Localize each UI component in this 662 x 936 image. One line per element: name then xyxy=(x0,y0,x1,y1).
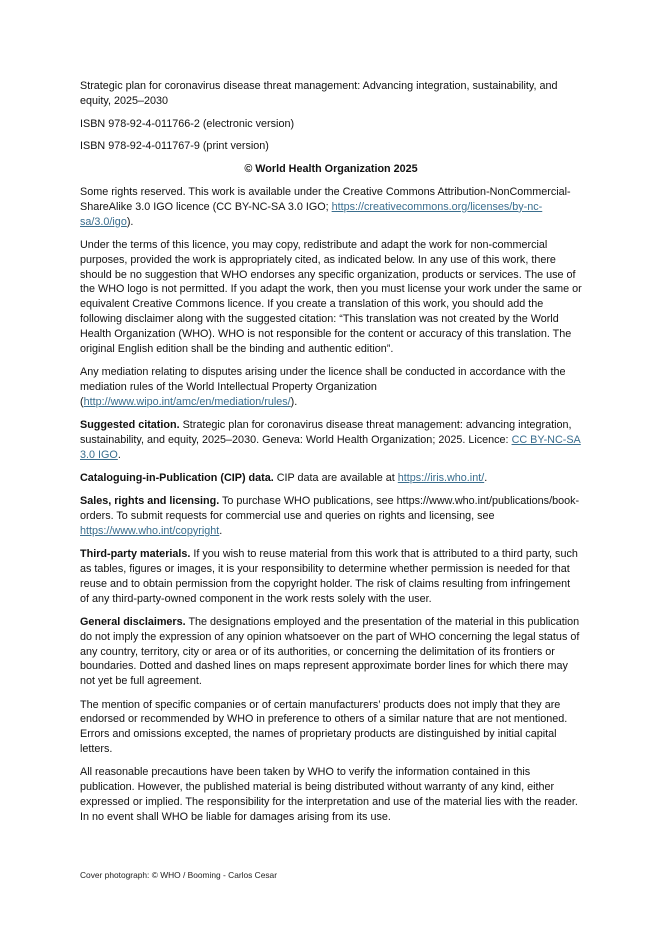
cip-text: CIP data are available at xyxy=(273,471,398,484)
cc-licence-short-link[interactable]: CC BY-NC-SA 3.0 IGO xyxy=(80,433,581,461)
isbn-electronic: ISBN 978-92-4-011766-2 (electronic version) xyxy=(80,117,295,130)
copyright-notice: © World Health Organization 2025 xyxy=(244,163,418,176)
companies-paragraph: The mention of specific companies or of certain manufacturers’ products does not imply that they are endorsed or recommended by WHO in preference to others of a similar nature that are not mentioned. Errors and omissions excepted, the names of proprietary products are distinguished by initial capital letters. xyxy=(80,698,568,756)
mediation-text: Any mediation relating to disputes arising under the licence shall be conducted in accordance with the mediation rules of the World Intellectual Property Organization ( xyxy=(80,365,566,408)
third-party-text: If you wish to reuse material from this work that is attributed to a third party, such as tables, figures or images, it is your responsibility to determine whether permission is needed for that reuse and to obtain permission from the copyright holder. The risk of claims resulting from infringement of any third-party-owned component in the work rests solely with the user. xyxy=(80,548,578,605)
sales-text: To purchase WHO publications, see https://www.who.int/publications/book-orders. To submit requests for commercial use and queries on rights and licensing, see xyxy=(80,495,580,523)
general-disclaimers-label: General disclaimers. xyxy=(80,616,186,629)
general-disclaimers-paragraph xyxy=(80,615,582,689)
citation-end: . xyxy=(117,448,121,461)
cip-label: Cataloguing-in-Publication (CIP) data. xyxy=(80,471,274,484)
rights-paragraph xyxy=(80,185,582,229)
sales-paragraph xyxy=(80,494,582,538)
mediation-end: ). xyxy=(290,395,298,408)
rights-text: Some rights reserved. This work is available under the Creative Commons Attribution-NonCommercial-ShareAlike 3.0 IGO licence (CC BY-NC-SA 3.0 IGO; xyxy=(80,185,571,213)
wipo-link[interactable]: http://www.wipo.int/amc/en/mediation/rules/ xyxy=(83,395,291,408)
cip-paragraph xyxy=(80,471,582,486)
precautions-paragraph: All reasonable precautions have been taken by WHO to verify the information contained in this publication. However, the published material is being distributed without warranty of any kind, either expressed or implied. The responsibility for the interpretation and use of the material lies with the reader. In no event shall WHO be liable for damages arising from its use. xyxy=(80,766,578,823)
third-party-label: Third-party materials. xyxy=(80,548,191,561)
licence-terms-paragraph: Under the terms of this licence, you may copy, redistribute and adapt the work for non-commercial purposes, provided the work is appropriately cited, as indicated below. In any use of this work, there should be no suggestion that WHO endorses any specific organization, products or services. The use of the WHO logo is not permitted. If you adapt the work, then you must license your work under the same or equivalent Creative Commons licence. If you create a translation of this work, you should add the following disclaimer along with the suggested citation: “This translation was not created by the World Health Organization (WHO). WHO is not responsible for the content or accuracy of this translation. The original English edition shall be the binding and authentic edition”. xyxy=(80,238,582,355)
general-disclaimers-text: The designations employed and the presentation of the material in this publication do not imply the expression of any opinion whatsoever on the part of WHO concerning the legal status of any country, territory, city or area or of its authorities, or concerning the delimitation of its frontiers or boundaries. Dotted and dashed lines on maps represent approximate border lines for which there may not yet be full agreement. xyxy=(80,616,580,688)
copyright-link[interactable]: https://www.who.int/copyright xyxy=(80,524,220,537)
third-party-paragraph xyxy=(80,547,582,606)
rights-end: ). xyxy=(126,215,134,228)
title-line: Strategic plan for coronavirus disease threat management: Advancing integration, sustainability, and equity, 2025–2030 xyxy=(80,80,558,107)
citation-text: Strategic plan for coronavirus disease threat management: advancing integration, sustainability, and equity, 2025–2030. Geneva: World Health Organization; 2025. Licence: xyxy=(80,418,572,446)
iris-link[interactable]: https://iris.who.int/ xyxy=(397,471,485,484)
citation-paragraph xyxy=(80,418,582,462)
sales-end: . xyxy=(219,524,223,537)
copyright-page xyxy=(80,79,582,833)
citation-label: Suggested citation. xyxy=(80,418,180,431)
mediation-paragraph xyxy=(80,365,582,409)
isbn-print: ISBN 978-92-4-011767-9 (print version) xyxy=(80,140,269,153)
cip-end: . xyxy=(484,471,488,484)
cc-licence-link[interactable]: https://creativecommons.org/licenses/by-nc-sa/3.0/igo xyxy=(80,200,543,228)
cover-credit: Cover photograph: © WHO / Booming - Carlos Cesar xyxy=(80,870,278,880)
sales-label: Sales, rights and licensing. xyxy=(80,495,220,508)
